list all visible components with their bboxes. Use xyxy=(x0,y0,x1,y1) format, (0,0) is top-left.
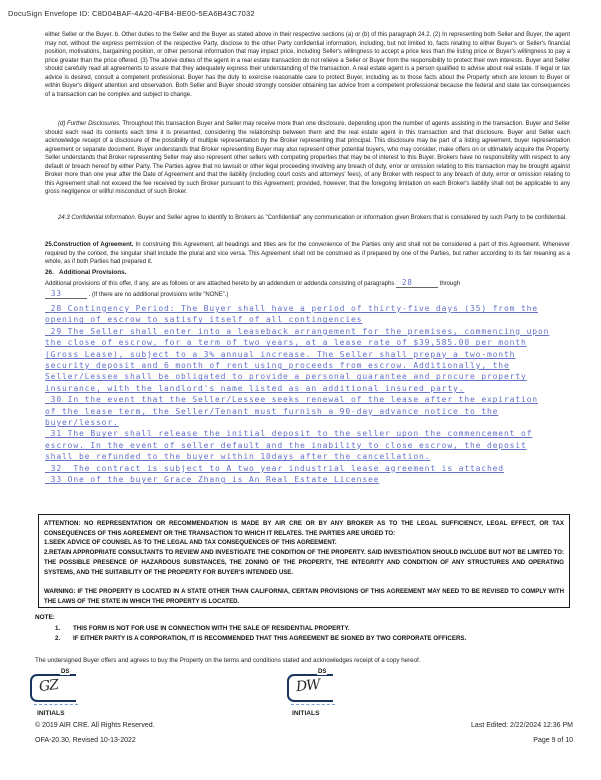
further-disclosures-label: (d) Further Disclosures. xyxy=(58,121,121,127)
additional-provision-line: buyer/lessor. xyxy=(45,418,119,428)
paragraph-further-disclosures xyxy=(45,120,570,197)
additional-provision-line: 28 Contingency Period: The Buyer shall have a period of thirty-five days (35) from the xyxy=(45,304,538,313)
initials-dashed-line xyxy=(34,704,78,705)
additional-provision-line: security deposit and 6 month of rent using proceeds from escrow. Additionally, the xyxy=(45,361,510,371)
attention-line: WARNING: IF THE PROPERTY IS LOCATED IN A STATE OTHER THAN CALIFORNIA, CERTAIN PROVISIONS OF THIS AGREEMENT MAY NEED TO BE REVISED TO COMPLY WITH THE LAWS OF THE STATE IN WHICH THE PROPERTY IS LOCATED. xyxy=(44,587,564,605)
additional-provision-line: Seller/Lessee shall be obligated to provide a personal guarantee and procure property xyxy=(45,372,527,382)
additional-provision-line: 32 The contract is subject to A two year industrial lease agreement is attached xyxy=(45,463,504,473)
page-number: Page 9 of 10 xyxy=(533,737,573,744)
last-edited-timestamp: Last Edited: 2/22/2024 12:36 PM xyxy=(471,722,573,729)
additional-provision-line: 33 One of the buyer Grace Zhang is An Real Estate Licensee xyxy=(45,475,380,485)
docusign-ds-tag: DS xyxy=(61,669,70,675)
initials-label-left: INITIALS xyxy=(37,710,65,717)
additional-provision-line: 31 The Buyer shall release the initial deposit to the seller upon the commencement of xyxy=(45,429,533,439)
additional-provision-line: of the lease term, the Seller/Tenant must furnish a 90-day advance notice to the xyxy=(45,406,499,416)
additional-provision-line: escrow. In the event of seller default and the inability to close escrow, the deposit xyxy=(45,440,527,450)
additional-provisions-intro xyxy=(45,279,570,301)
docusign-envelope-id: DocuSign Envelope ID: C8D04BAF-4A20-4FB4-BE00-5EA6B43C7032 xyxy=(8,9,255,18)
form-revision-id: OFA-20.30, Revised 10-13-2022 xyxy=(35,737,136,744)
construction-of-agreement-text: In construing this Agreement, all headings and titles are for the convenience of the Parties only and shall not be considered a part of this Agreement. Whenever required by the context, the singular shall include the plural and vice versa. This Agreement shall not be construed as if prepared by one of the Parties, but rather according to its fair meaning as a whole, as if both Parties had prepared it. xyxy=(45,242,570,266)
additional-provision-line: (Gross Lease), subject to a 3% annual increase. The Seller shall prepay a two-month xyxy=(45,349,516,359)
initials-dashed-line xyxy=(291,704,335,705)
note-item-text: IF EITHER PARTY IS A CORPORATION, IT IS RECOMMENDED THAT THIS AGREEMENT BE SIGNED BY TWO CORPORATE OFFICERS. xyxy=(73,634,467,642)
attention-warning-box xyxy=(38,514,570,608)
additional-provision-line: 29 The Seller shall enter into a leaseback arrangement for the premises, commencing upon xyxy=(45,326,550,336)
handwritten-initials: DW xyxy=(295,676,321,696)
note-section xyxy=(35,614,570,644)
note-item xyxy=(35,634,570,644)
additional-provision-line: opening of escrow to satisfy itself of all contingencies xyxy=(45,315,363,325)
intro-after-text: . (If there are no additional provisions write “NONE”.) xyxy=(88,292,229,298)
note-item-text: THIS FORM IS NOT FOR USE IN CONNECTION WITH THE SALE OF RESIDENTIAL PROPERTY. xyxy=(73,625,350,632)
section-26-heading: 26. Additional Provisions. xyxy=(45,269,127,276)
note-heading: NOTE: xyxy=(35,614,55,621)
paragraph-to-field[interactable]: 33 xyxy=(45,290,87,299)
copyright-notice: © 2019 AIR CRE. All Rights Reserved. xyxy=(35,722,155,729)
additional-provisions-text-field[interactable] xyxy=(45,303,567,486)
additional-provision-line: insurance, with the landlord's name listed as an additional insured party. xyxy=(45,383,465,393)
paragraph-24-3 xyxy=(45,214,570,223)
attention-line xyxy=(44,577,564,587)
paragraph-from-field[interactable]: 28 xyxy=(396,279,438,288)
intro-before-text: Additional provisions of this offer, if any, are as follows or are attached hereto by an addendum or addenda consisting of paragraphs xyxy=(45,281,395,287)
note-item-number: 2. xyxy=(55,634,61,642)
additional-provision-line: shall be refunded to the buyer within 10days after the cancellation. xyxy=(45,452,431,462)
initials-label-right: INITIALS xyxy=(292,710,320,717)
note-item xyxy=(35,624,570,634)
paragraph-25 xyxy=(45,241,570,267)
buyer-initials-stamp-right[interactable] xyxy=(287,669,339,705)
intro-middle-text: through xyxy=(439,281,461,287)
note-item-number: 1. xyxy=(55,625,61,632)
buyer-initials-stamp-left[interactable] xyxy=(30,669,82,705)
buyer-offer-statement: The undersigned Buyer offers and agrees to buy the Property on the terms and conditions stated and acknowledges receipt of a copy hereof. xyxy=(35,657,421,664)
attention-line: ATTENTION: NO REPRESENTATION OR RECOMMENDATION IS MADE BY AIR CRE OR BY ANY BROKER AS TO THE LEGAL SUFFICIENCY, LEGAL EFFECT, OR TAX CONSEQUENCES OF THIS AGREEMENT OR THE TRANSACTION TO WHICH IT RELATES. THE PARTIES ARE URGED TO: xyxy=(44,520,564,537)
further-disclosures-text: Throughout this transaction Buyer and Seller may receive more than one disclosure, depending upon the number of agents assisting in the transaction. Buyer and Seller should each read its contents each time it is presented, considering the relationship between them and the real estate agent in this transaction and that disclosure. Buyer and Seller each acknowledge receipt of a disclosure of the possibility of multiple representation by the Broker representing that principal. This disclosure may be part of a listing agreement, buyer representation agreement or separate document. Buyer understands that Broker representing Buyer may also represent other potential buyers, who may consider, make offers on or ultimately acquire the Property. Seller understands that Broker representing Seller may also represent other sellers with competing properties that may be of interest to this Buyer. Brokers have no responsibility with respect to any default or breach hereof by either Party. The Parties agree that no lawsuit or other legal proceeding involving any breach of duty, error or omission relating to this transaction may be brought against Broker more than one year after the Date of Agreement and that the liability (including court costs and attorneys' fees), of any Broker with respect to any breach of duty, error or omission relating to this Agreement shall not exceed the fee received by such Broker pursuant to this Agreement; provided, however, that the foregoing limitation on each Broker's liability shall not be applicable to any gross negligence or willful misconduct of such Broker. xyxy=(45,121,571,196)
attention-line: 1.SEEK ADVICE OF COUNSEL AS TO THE LEGAL AND TAX CONSEQUENCES OF THIS AGREEMENT. xyxy=(44,539,337,547)
confidential-information-label: 24.3 Confidential Information. xyxy=(58,215,137,221)
additional-provision-line: the close of escrow, for a term of two years, at a lease rate of $39,585.00 per month xyxy=(45,338,527,348)
attention-line: 2.RETAIN APPROPRIATE CONSULTANTS TO REVIEW AND INVESTIGATE THE CONDITION OF THE PROPERTY. SAID INVESTIGATION SHOULD INCLUDE BUT NOT BE LIMITED TO: THE POSSIBLE PRESENCE OF HAZARDOUS SUBSTANCES, THE ZONING OF THE PROPERTY, THE INTEGRITY AND CONDITION OF ANY STRUCTURES AND OPERATING SYSTEMS, AND THE SUITABILITY OF THE PROPERTY FOR BUYER'S INTENDED USE. xyxy=(44,549,564,576)
additional-provision-line: 30 In the event that the Seller/Lessee seeks renewal of the lease after the expiration xyxy=(45,395,538,405)
handwritten-initials: GZ xyxy=(38,677,59,695)
docusign-ds-tag: DS xyxy=(318,669,327,675)
construction-of-agreement-label: 25.Construction of Agreement. xyxy=(45,242,134,248)
paragraph-24-2-continuation: either Seller or the Buyer. b. Other duties to the Seller and the Buyer as stated above in their respective sections (a) or (b) of this paragraph 24.2. (2) In representing both Seller and Buyer, the agent may not, without the express permission of the respective Party, disclose to the other Party confidential information, including, but not limited to, facts relating to either Buyer's or Seller's financial position, motivations, bargaining position, or other personal information that may impact price, including Seller's willingness to accept a price less than the listing price or Buyer's willingness to pay a price greater than the price offered. (3) The above duties of the agent in a real estate transaction do not relieve a Seller or Buyer from the responsibility to protect their own interests. Buyer and Seller should carefully read all agreements to assure that they adequately express their understanding of the transaction. A real estate agent is a person qualified to advise about real estate. If legal or tax advice is desired, consult a competent professional. Buyer has the duty to exercise reasonable care to protect Buyer, including as to those facts about the Property which are known to Buyer or within Buyer's diligent attention and observation. Both Seller and Buyer should strongly consider obtaining tax advice from a competent professional because the federal and state tax consequences of a transaction can be complex and subject to change. xyxy=(45,32,570,98)
confidential-information-text: Buyer and Seller agree to identify to Brokers as "Confidential" any communication or information given Brokers that is considered by such Party to be confidential. xyxy=(136,215,567,221)
